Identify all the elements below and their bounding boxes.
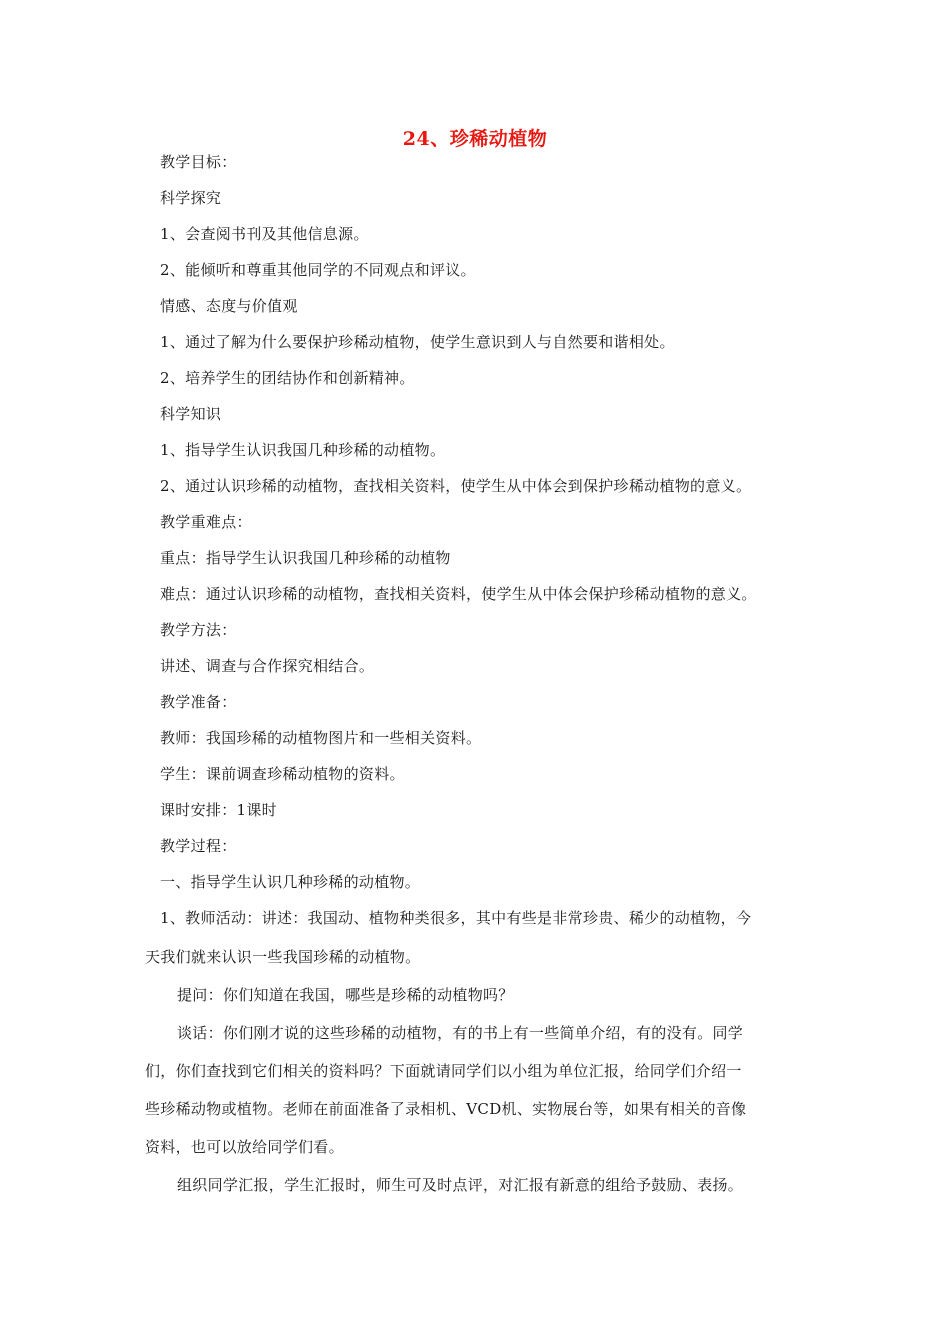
- paragraph-line: 天我们就来认识一些我国珍稀的动植物。: [145, 948, 421, 966]
- document-title: 24、珍稀动植物: [402, 128, 548, 150]
- heading-key-difficulties: 教学重难点：: [160, 513, 252, 531]
- paragraph-line: 教师：我国珍稀的动植物图片和一些相关资料。: [160, 729, 482, 747]
- heading-teaching-goals: 教学目标：: [160, 153, 237, 171]
- paragraph-line: 1、会查阅书刊及其他信息源。: [160, 225, 369, 243]
- paragraph-line: 讲述、调查与合作探究相结合。: [160, 657, 375, 675]
- paragraph-line: 重点：指导学生认识我国几种珍稀的动植物: [160, 549, 451, 567]
- paragraph-line: 们，你们查找到它们相关的资料吗？下面就请同学们以小组为单位汇报，给同学们介绍一: [145, 1062, 742, 1080]
- paragraph-line: 1、通过了解为什么要保护珍稀动植物，使学生意识到人与自然要和谐相处。: [160, 333, 675, 351]
- subheading-emotion-attitude: 情感、态度与价值观: [160, 297, 298, 315]
- heading-teaching-preparation: 教学准备：: [160, 693, 237, 711]
- paragraph-line: 课时安排：1课时: [160, 801, 277, 819]
- paragraph-line: 2、能倾听和尊重其他同学的不同观点和评议。: [160, 261, 476, 279]
- paragraph-line: 组织同学汇报，学生汇报时，师生可及时点评，对汇报有新意的组给予鼓励、表扬。: [177, 1176, 744, 1194]
- paragraph-line: 1、指导学生认识我国几种珍稀的动植物。: [160, 441, 446, 459]
- paragraph-line: 2、通过认识珍稀的动植物，查找相关资料，使学生从中体会到保护珍稀动植物的意义。: [160, 477, 752, 495]
- paragraph-line: 谈话：你们刚才说的这些珍稀的动植物，有的书上有一些简单介绍，有的没有。同学: [177, 1024, 744, 1042]
- paragraph-line: 学生：课前调查珍稀动植物的资料。: [160, 765, 405, 783]
- paragraph-line: 难点：通过认识珍稀的动植物，查找相关资料，使学生从中体会保护珍稀动植物的意义。: [160, 585, 757, 603]
- heading-teaching-methods: 教学方法：: [160, 621, 237, 639]
- paragraph-line: 资料，也可以放给同学们看。: [145, 1138, 344, 1156]
- subheading-science-inquiry: 科学探究: [160, 189, 222, 207]
- paragraph-line: 2、培养学生的团结协作和创新精神。: [160, 369, 415, 387]
- paragraph-line: 提问：你们知道在我国，哪些是珍稀的动植物吗？: [177, 986, 514, 1004]
- paragraph-line: 1、教师活动：讲述：我国动、植物种类很多，其中有些是非常珍贵、稀少的动植物，今: [160, 909, 752, 927]
- section-heading: 一、指导学生认识几种珍稀的动植物。: [160, 873, 421, 891]
- heading-teaching-process: 教学过程：: [160, 837, 237, 855]
- paragraph-line: 些珍稀动物或植物。老师在前面准备了录相机、VCD机、实物展台等，如果有相关的音像: [145, 1100, 747, 1118]
- subheading-science-knowledge: 科学知识: [160, 405, 222, 423]
